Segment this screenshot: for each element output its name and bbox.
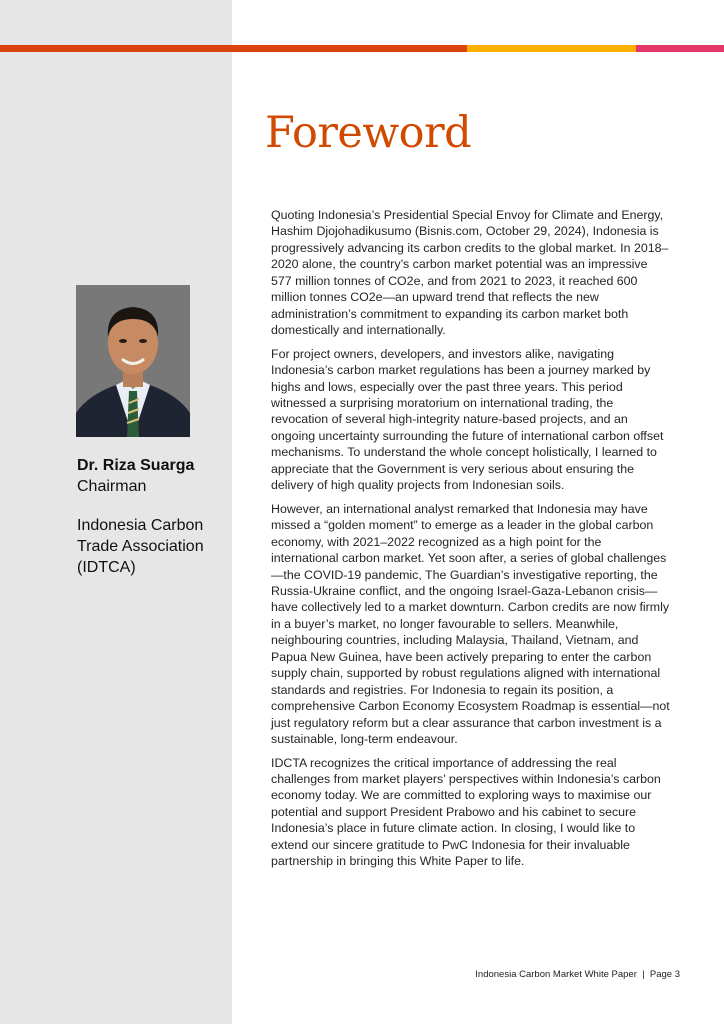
paragraph-1: Quoting Indonesia’s Presidential Special Envoy for Climate and Energy, Hashim Djojohadikusumo (Bisnis.com, October 29, 2024), Indonesia is progressively advancing its carbon credits to the global market. In 2018–2020 alone, the country’s carbon market potential was an impressive 577 million tonnes of CO2e, and from 2021 to 2023, it reached 600 million tonnes CO2e—an upward trend that reflects the new administration’s commitment to expanding its carbon market both domestically and internationally. [271, 208, 669, 338]
person-info [77, 455, 227, 578]
foreword-body [271, 207, 671, 877]
page-footer: Indonesia Carbon Market White Paper | Page 3 [475, 969, 680, 980]
person-name: Dr. Riza Suarga [77, 457, 195, 474]
header-stripe-pink [636, 45, 724, 52]
page-title: Foreword [265, 108, 472, 158]
paragraph-3: However, an international analyst remarked that Indonesia may have missed a “golden moment” to emerge as a leader in the global carbon economy, with 2021–2022 recognized as a high point for the international carbon market. Yet soon after, a series of global challenges—the COVID-19 pandemic, The Guardian’s investigative reporting, the Russia-Ukraine conflict, and the ongoing Israel-Gaza-Lebanon crisis—have collectively led to a market downturn. Carbon credits are now firmly in a buyer’s market, no longer favourable to sellers. Meanwhile, neighbouring countries, including Malaysia, Thailand, Vietnam, and Papua New Guinea, have been actively preparing to enter the carbon supply chain, supported by robust regulations aligned with international standards and registries. For Indonesia to regain its position, a comprehensive Carbon Economy Ecosystem Roadmap is essential—not just regulatory reform but a clear assurance that carbon investment is a sustainable, long-term endeavour. [271, 501, 670, 747]
portrait-photo [76, 285, 190, 437]
paragraph-2: For project owners, developers, and investors alike, navigating Indonesia’s carbon market regulations has been a journey marked by highs and lows, especially over the past three years. This period witnessed a surprising moratorium on international trading, the revocation of several high-integrity nature-based projects, and an ongoing uncertainty surrounding the future of international carbon offset mechanisms. To understand the whole concept holistically, I learned to appreciate that the Government is very serious about ensuring the delivery of high quality projects from Indonesian soils. [271, 346, 664, 493]
header-stripe-red [0, 45, 467, 52]
person-organization: Indonesia Carbon Trade Association (IDTCA) [77, 517, 204, 576]
header-stripe-orange [467, 45, 636, 52]
person-role: Chairman [77, 478, 147, 495]
paragraph-4: IDCTA recognizes the critical importance of addressing the real challenges from market players’ perspectives within Indonesia’s carbon economy today. We are committed to exploring ways to maximise our potential and support President Prabowo and his cabinet to secure Indonesia’s place in future climate action. In closing, I would like to extend our sincere gratitude to PwC Indonesia for their invaluable partnership in bringing this White Paper to life. [271, 755, 661, 869]
